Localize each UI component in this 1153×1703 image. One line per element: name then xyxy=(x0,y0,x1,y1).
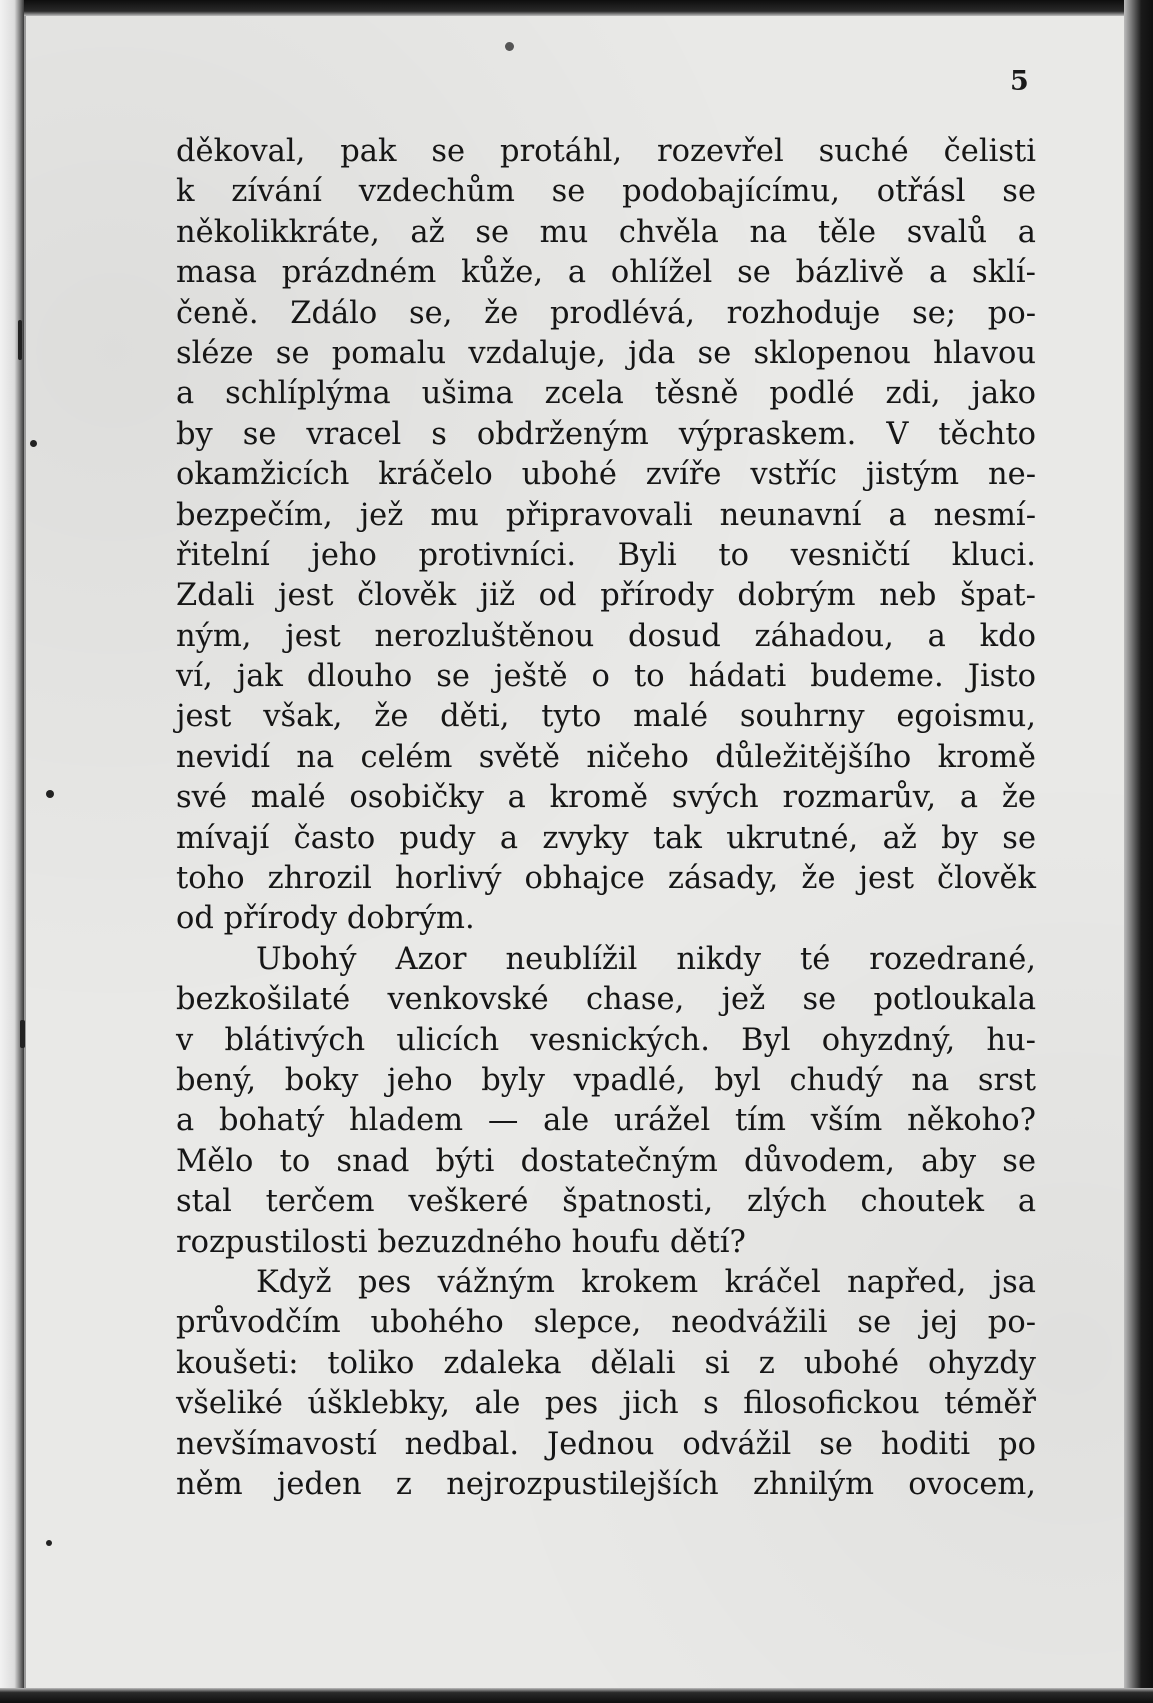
text-line: okamžicích kráčelo ubohé zvíře vstříc jistým ne- xyxy=(176,457,1036,493)
ink-speck xyxy=(46,790,54,798)
text-line: řitelní jeho protivníci. Byli to vesničtí kluci. xyxy=(176,537,1036,573)
ink-speck xyxy=(30,440,37,447)
text-line: děkoval, pak se protáhl, rozevřel suché čelisti xyxy=(176,134,1036,169)
text-line: od přírody dobrým. xyxy=(176,901,475,937)
scan-left-edge xyxy=(0,0,24,1703)
text-line: Zdali jest člověk již od přírody dobrým neb špat- xyxy=(176,578,1036,614)
text-line: nevidí na celém světě ničeho důležitějšího kromě xyxy=(176,739,1036,775)
body-text xyxy=(176,132,1036,1505)
text-line: Mělo to snad býti dostatečným důvodem, aby se xyxy=(176,1143,1036,1179)
text-line: všeliké úšklebky, ale pes jich s filosofickou téměř xyxy=(176,1386,1036,1422)
text-line: a bohatý hladem — ale urážel tím vším někoho? xyxy=(176,1103,1036,1139)
scan-right-edge xyxy=(1124,0,1153,1703)
text-line: čeně. Zdálo se, že prodlévá, rozhoduje se; po- xyxy=(176,295,1036,331)
text-line: něm jeden z nejrozpustilejších zhnilým ovocem, xyxy=(176,1466,1036,1502)
text-line: k zívání vzdechům se podobajícímu, otřásl se xyxy=(176,174,1036,210)
text-line: několikkráte, až se mu chvěla na těle svalů a xyxy=(176,214,1036,250)
text-line: v blátivých ulicích vesnických. Byl ohyzdný, hu- xyxy=(176,1022,1036,1058)
text-line: jest však, že děti, tyto malé souhrny egoismu, xyxy=(176,699,1036,735)
text-line: mívají často pudy a zvyky tak ukrutné, až by se xyxy=(176,820,1036,856)
text-line: masa prázdném kůže, a ohlížel se bázlivě a sklí- xyxy=(176,255,1036,291)
text-line: Ubohý Azor neublížil nikdy té rozedrané, xyxy=(256,941,1036,977)
text-line: své malé osobičky a kromě svých rozmarův, a že xyxy=(176,780,1036,816)
text-line: rozpustilosti bezuzdného houfu dětí? xyxy=(176,1224,746,1260)
text-line: bený, boky jeho byly vpadlé, byl chudý na srst xyxy=(176,1062,1036,1098)
ink-speck xyxy=(20,1020,25,1048)
text-line: ví, jak dlouho se ještě o to hádati budeme. Jisto xyxy=(176,659,1036,695)
text-line: sléze se pomalu vzdaluje, jda se sklopenou hlavou xyxy=(176,335,1036,371)
text-line: nevšímavostí nedbal. Jednou odvážil se hoditi po xyxy=(176,1426,1036,1462)
text-line: toho zhrozil horlivý obhajce zásady, že jest člověk xyxy=(176,861,1036,897)
text-line: koušeti: toliko zdaleka dělali si z ubohé ohyzdy xyxy=(176,1345,1036,1381)
text-line: by se vracel s obdrženým výpraskem. V těchto xyxy=(176,416,1036,452)
text-line: ným, jest nerozluštěnou dosud záhadou, a kdo xyxy=(176,618,1036,654)
text-line: průvodčím ubohého slepce, neodvážili se jej po- xyxy=(176,1305,1036,1341)
ink-speck xyxy=(505,42,514,51)
text-line: a schlíplýma ušima zcela těsně podlé zdi, jako xyxy=(176,376,1036,412)
ink-speck xyxy=(18,320,22,360)
ink-speck xyxy=(46,1540,52,1546)
text-line: stal terčem veškeré špatnosti, zlých choutek a xyxy=(176,1184,1036,1220)
text-line: bezpečím, jež mu připravovali neunavní a nesmí- xyxy=(176,497,1036,533)
scan-bottom-edge xyxy=(0,1688,1153,1703)
text-line: Když pes vážným krokem kráčel napřed, jsa xyxy=(256,1264,1036,1300)
page-number: 5 xyxy=(1010,66,1029,97)
scan-top-edge xyxy=(0,0,1153,16)
text-line: bezkošilaté venkovské chase, jež se potloukala xyxy=(176,982,1036,1018)
